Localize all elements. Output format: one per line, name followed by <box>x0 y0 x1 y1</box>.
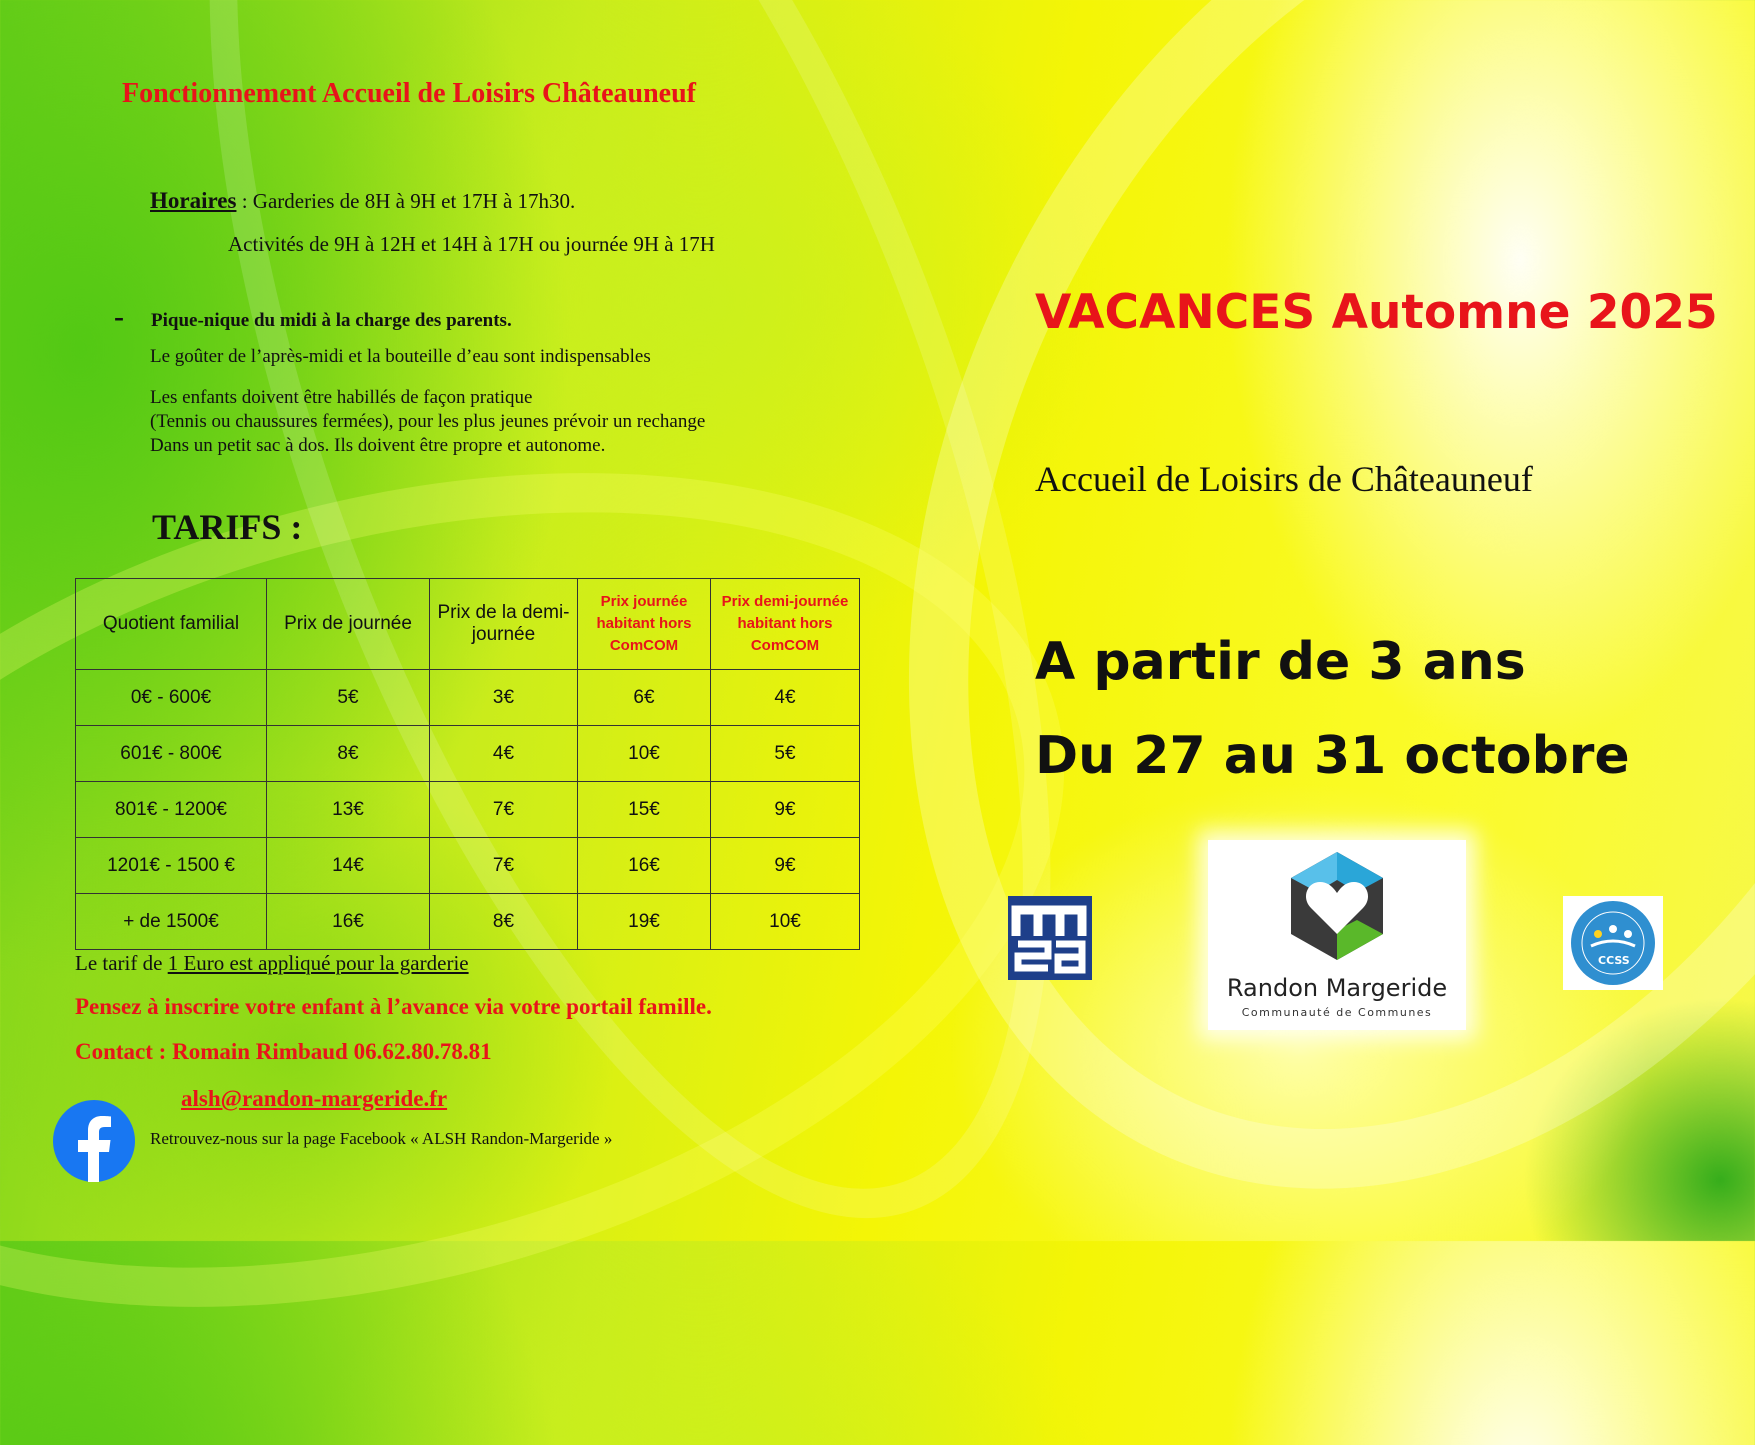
header-prix-journee-hors: Prix journée habitant hors ComCOM <box>578 579 711 670</box>
facebook-note: Retrouvez-nous sur la page Facebook « ALSH Randon-Margeride » <box>150 1129 613 1148</box>
table-cell: 4€ <box>430 726 578 782</box>
hours-garderie: : Garderies de 8H à 9H et 17H à 17h30. <box>236 189 576 213</box>
table-cell: + de 1500€ <box>76 894 267 950</box>
table-cell: 5€ <box>711 726 860 782</box>
table-cell: 15€ <box>578 782 711 838</box>
table-cell: 0€ - 600€ <box>76 670 267 726</box>
garderie-prefix: Le tarif de <box>75 951 168 975</box>
header-quotient: Quotient familial <box>76 579 267 670</box>
table-cell: 8€ <box>430 894 578 950</box>
table-cell: 9€ <box>711 838 860 894</box>
table-row <box>76 782 860 838</box>
table-row <box>76 838 860 894</box>
registration-note: Pensez à inscrire votre enfant à l’avance via votre portail famille. <box>75 994 712 1019</box>
table-cell: 5€ <box>267 670 430 726</box>
table-cell: 7€ <box>430 838 578 894</box>
contact-info: Contact : Romain Rimbaud 06.62.80.78.81 <box>75 1039 492 1064</box>
hours-line-1 <box>150 188 575 214</box>
ccss-label: CCSS <box>1598 954 1630 967</box>
table-row <box>76 670 860 726</box>
table-cell: 801€ - 1200€ <box>76 782 267 838</box>
clothing-line-3: Dans un petit sac à dos. Ils doivent être propre et autonome. <box>150 435 606 456</box>
page-title: Fonctionnement Accueil de Loisirs Châteauneuf <box>122 78 696 109</box>
heart-hexagon-icon <box>1287 850 1387 962</box>
table-header-row <box>76 579 860 670</box>
tarifs-heading: TARIFS : <box>152 507 303 547</box>
table-cell: 10€ <box>578 726 711 782</box>
ccss-logo <box>1563 896 1663 990</box>
header-prix-journee: Prix de journée <box>267 579 430 670</box>
randon-margeride-subtitle: Communauté de Communes <box>1241 1006 1433 1019</box>
table-cell: 1201€ - 1500 € <box>76 838 267 894</box>
table-cell: 7€ <box>430 782 578 838</box>
accueil-subtitle: Accueil de Loisirs de Châteauneuf <box>1035 459 1533 499</box>
age-info: A partir de 3 ans <box>1035 632 1526 692</box>
randon-margeride-name: Randon Margeride <box>1226 974 1448 1002</box>
picnic-note: Pique-nique du midi à la charge des parents. <box>151 310 512 331</box>
header-prix-demi-journee: Prix de la demi-journée <box>430 579 578 670</box>
table-cell: 14€ <box>267 838 430 894</box>
header-prix-demi-hors: Prix demi-journée habitant hors ComCOM <box>711 579 860 670</box>
table-cell: 16€ <box>267 894 430 950</box>
vacances-title: VACANCES Automne 2025 <box>1035 285 1718 340</box>
tarif-table <box>75 578 860 950</box>
table-cell: 4€ <box>711 670 860 726</box>
email-link[interactable]: alsh@randon-margeride.fr <box>181 1086 448 1111</box>
bullet-dash: - <box>114 300 124 333</box>
gouter-note: Le goûter de l’après-midi et la bouteille d’eau sont indispensables <box>150 346 651 367</box>
garderie-price: 1 Euro est appliqué pour la garderie <box>167 951 469 975</box>
table-cell: 19€ <box>578 894 711 950</box>
clothing-line-2: (Tennis ou chaussures fermées), pour les plus jeunes prévoir un rechange <box>150 411 706 432</box>
table-cell: 13€ <box>267 782 430 838</box>
dates-info: Du 27 au 31 octobre <box>1035 726 1630 786</box>
table-cell: 9€ <box>711 782 860 838</box>
table-cell: 6€ <box>578 670 711 726</box>
table-cell: 8€ <box>267 726 430 782</box>
table-cell: 3€ <box>430 670 578 726</box>
hours-label: Horaires <box>150 188 237 213</box>
clothing-note <box>150 386 705 458</box>
ccss-emblem-icon <box>1563 896 1663 990</box>
hours-line-2: Activités de 9H à 12H et 14H à 17H ou journée 9H à 17H <box>228 232 715 256</box>
table-cell: 16€ <box>578 838 711 894</box>
table-row <box>76 726 860 782</box>
randon-margeride-logo <box>1208 840 1466 1030</box>
table-row <box>76 894 860 950</box>
clothing-line-1: Les enfants doivent être habillés de façon pratique <box>150 387 533 408</box>
facebook-icon[interactable] <box>53 1100 135 1182</box>
msa-logo <box>1008 896 1092 980</box>
table-cell: 10€ <box>711 894 860 950</box>
table-cell: 601€ - 800€ <box>76 726 267 782</box>
garderie-note <box>75 951 469 976</box>
